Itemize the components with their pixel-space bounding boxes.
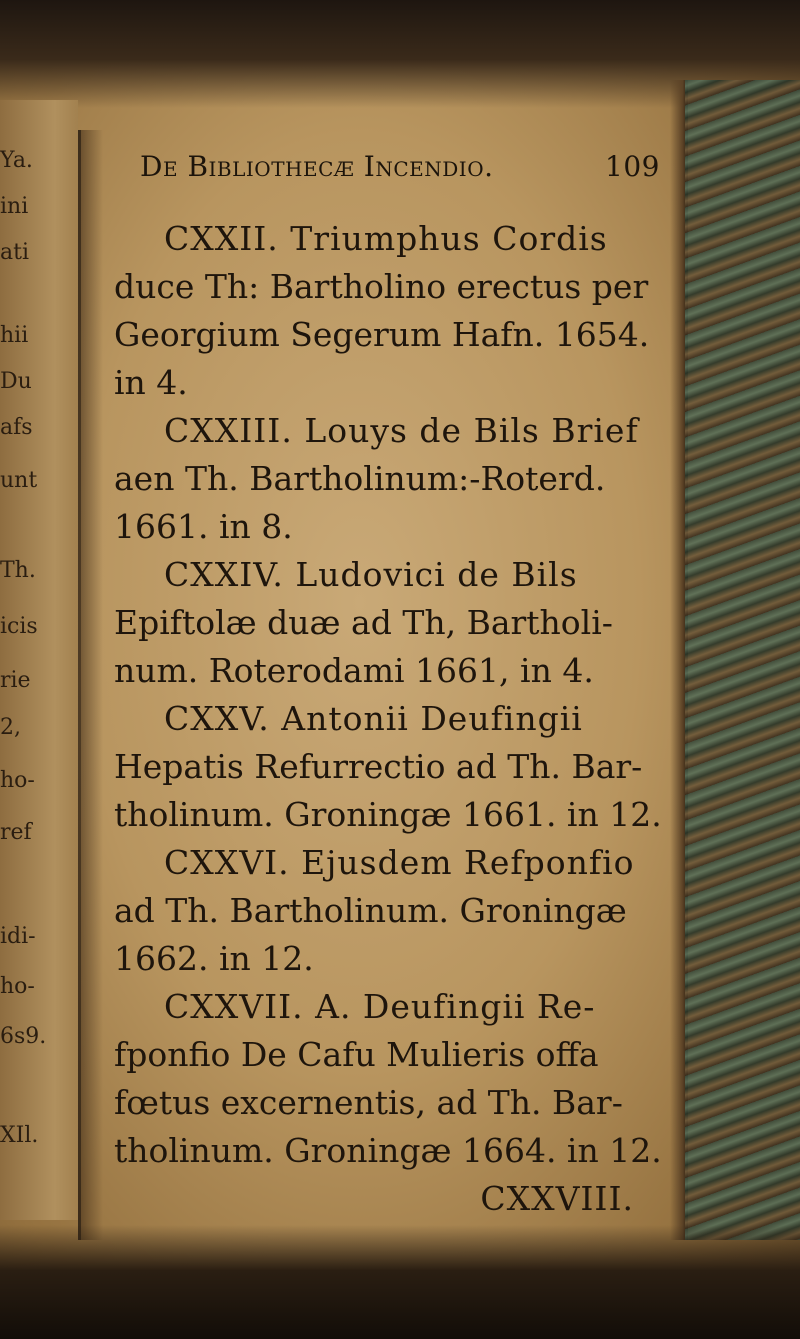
catalog-entry-heading: CXXII. Triumphus Cordis bbox=[164, 219, 608, 258]
page-number: 109 bbox=[605, 150, 660, 183]
fragment-text: ati bbox=[0, 240, 29, 265]
catalog-entry-heading: CXXVI. Ejusdem Refponfio bbox=[164, 843, 635, 882]
page-header bbox=[140, 150, 660, 183]
fragment-text: 6s9. bbox=[0, 1024, 47, 1049]
text-line: 1661. in 8. bbox=[114, 507, 293, 546]
text-line: in 4. bbox=[114, 363, 188, 402]
bottom-shadow-edge bbox=[0, 1225, 800, 1339]
running-title: De Bibliothecæ Incendio. bbox=[140, 150, 494, 183]
fragment-text: 2, bbox=[0, 715, 21, 740]
fragment-text: ref bbox=[0, 820, 32, 845]
text-line: tholinum. Groningæ 1661. in 12. bbox=[114, 795, 662, 834]
text-line: Epiftolæ duæ ad Th, Bartholi- bbox=[114, 603, 613, 642]
decorative-binding-strip bbox=[685, 80, 800, 1240]
fragment-text: icis bbox=[0, 614, 38, 639]
gutter-shadow bbox=[81, 130, 103, 1240]
text-line: duce Th: Bartholino erectus per bbox=[114, 267, 649, 306]
text-line: ad Th. Bartholinum. Groningæ bbox=[114, 891, 627, 930]
text-line: 1662. in 12. bbox=[114, 939, 314, 978]
facing-page-margin bbox=[0, 100, 78, 1220]
text-line: aen Th. Bartholinum:-Roterd. bbox=[114, 459, 606, 498]
fragment-text: XIl. bbox=[0, 1123, 39, 1148]
text-line: Hepatis Refurrectio ad Th. Bar- bbox=[114, 747, 643, 786]
text-line: num. Roterodami 1661, in 4. bbox=[114, 651, 594, 690]
fragment-text: rie bbox=[0, 668, 31, 693]
catalog-entry-heading: CXXV. Antonii Deufingii bbox=[164, 699, 583, 738]
catalog-entry-heading: CXXIII. Louys de Bils Brief bbox=[164, 411, 639, 450]
text-line: fponfio De Cafu Mulieris offa bbox=[114, 1035, 599, 1074]
text-line: tholinum. Groningæ 1664. in 12. bbox=[114, 1131, 662, 1170]
catalog-entry-heading: CXXIV. Ludovici de Bils bbox=[164, 555, 578, 594]
text-line: Georgium Segerum Hafn. 1654. bbox=[114, 315, 650, 354]
fragment-text: unt bbox=[0, 468, 38, 493]
fragment-text: Th. bbox=[0, 558, 36, 583]
fragment-text: idi- bbox=[0, 924, 36, 949]
catalog-entry-heading: CXXVIII. bbox=[480, 1179, 634, 1218]
catalog-text-block bbox=[114, 215, 674, 1223]
text-line: fœtus excernentis, ad Th. Bar- bbox=[114, 1083, 623, 1122]
fragment-text: Ya. bbox=[0, 148, 33, 173]
fragment-text: hii bbox=[0, 323, 29, 348]
fragment-text: ho- bbox=[0, 768, 35, 793]
fragment-text: Du bbox=[0, 369, 32, 394]
catalog-entry-heading: CXXVII. A. Deufingii Re- bbox=[164, 987, 596, 1026]
fragment-text: ho- bbox=[0, 974, 35, 999]
fragment-text: ini bbox=[0, 194, 29, 219]
fragment-text: afs bbox=[0, 415, 33, 440]
